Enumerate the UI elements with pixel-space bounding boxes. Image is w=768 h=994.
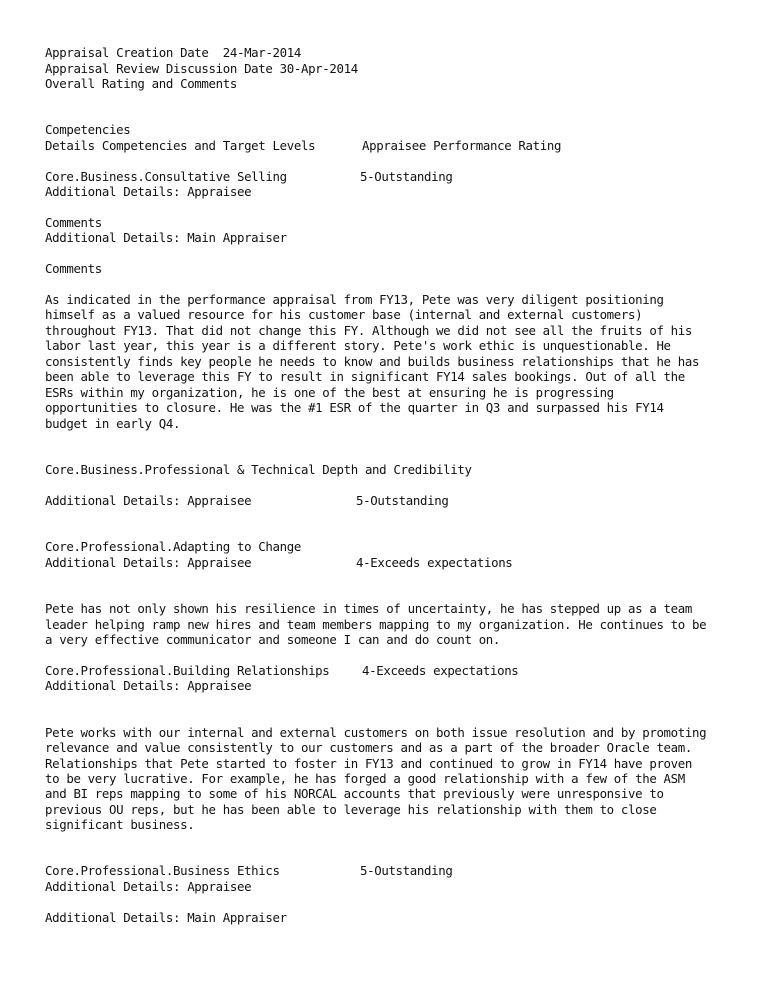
paragraph-line: and BI reps mapping to some of his NORCAL accounts that previously were unresponsive to	[45, 786, 664, 801]
paragraph-line: As indicated in the performance appraisal from FY13, Pete was very diligent positioning	[45, 292, 664, 307]
rating-professional-depth: 5-Outstanding	[356, 493, 449, 508]
paragraph-line: throughout FY13. That did not change this FY. Although we did not see all the fruits of his	[45, 323, 692, 338]
details-main-appraiser: Additional Details: Main Appraiser	[45, 230, 287, 245]
column-header-details: Details Competencies and Target Levels	[45, 138, 316, 153]
paragraph-line: Relationships that Pete started to foster in FY13 and continued to grow in FY14 have proven	[45, 756, 692, 771]
paragraph-line: a very effective communicator and someone I can and do count on.	[45, 632, 501, 647]
rating-adapting-to-change: 4-Exceeds expectations	[356, 555, 513, 570]
paragraph-line: himself as a valued resource for his customer base (internal and external customers)	[45, 307, 643, 322]
rating-business-ethics: 5-Outstanding	[360, 863, 453, 878]
appraisal-review-date: Appraisal Review Discussion Date 30-Apr-2014	[45, 61, 358, 76]
comments-label: Comments	[45, 261, 102, 276]
comments-label: Comments	[45, 215, 102, 230]
rating-building-relationships: 4-Exceeds expectations	[362, 663, 519, 678]
paragraph-line: ESRs within my organization, he is one of the best at ensuring he is progressing	[45, 385, 614, 400]
competency-professional-depth: Core.Business.Professional & Technical Depth and Credibility	[45, 462, 472, 477]
details-appraisee: Additional Details: Appraisee	[45, 879, 252, 894]
paragraph-line: previous OU reps, but he has been able to leverage his relationship with them to close	[45, 802, 657, 817]
paragraph-line: significant business.	[45, 817, 195, 832]
competency-building-relationships: Core.Professional.Building Relationships	[45, 663, 330, 678]
competency-business-ethics: Core.Professional.Business Ethics	[45, 863, 280, 878]
paragraph-line: budget in early Q4.	[45, 416, 181, 431]
rating-consultative-selling: 5-Outstanding	[360, 169, 453, 184]
details-main-appraiser: Additional Details: Main Appraiser	[45, 910, 287, 925]
paragraph-line: opportunities to closure. He was the #1 ESR of the quarter in Q3 and surpassed his FY14	[45, 400, 664, 415]
details-appraisee: Additional Details: Appraisee	[45, 678, 252, 693]
details-appraisee: Additional Details: Appraisee	[45, 184, 252, 199]
paragraph-line: consistently finds key people he needs to know and builds business relationships that he has	[45, 354, 700, 369]
paragraph-line: relevance and value consistently to our customers and as a part of the broader Oracle team.	[45, 740, 692, 755]
paragraph-line: Pete works with our internal and external customers on both issue resolution and by promoting	[45, 725, 707, 740]
paragraph-line: leader helping ramp new hires and team members mapping to my organization. He continues to be	[45, 617, 707, 632]
paragraph-line: labor last year, this year is a different story. Pete's work ethic is unquestionable. He	[45, 338, 671, 353]
competencies-title: Competencies	[45, 122, 131, 137]
appraisal-creation-date: Appraisal Creation Date 24-Mar-2014	[45, 45, 301, 60]
details-appraisee: Additional Details: Appraisee	[45, 555, 252, 570]
paragraph-line: to be very lucrative. For example, he has forged a good relationship with a few of the ASM	[45, 771, 685, 786]
details-appraisee: Additional Details: Appraisee	[45, 493, 252, 508]
column-header-rating: Appraisee Performance Rating	[362, 138, 562, 153]
paragraph-line: been able to leverage this FY to result in significant FY14 sales bookings. Out of all the	[45, 369, 685, 384]
competency-adapting-to-change: Core.Professional.Adapting to Change	[45, 539, 301, 554]
overall-rating-heading: Overall Rating and Comments	[45, 76, 237, 91]
competency-consultative-selling: Core.Business.Consultative Selling	[45, 169, 287, 184]
paragraph-line: Pete has not only shown his resilience in times of uncertainty, he has stepped up as a team	[45, 601, 692, 616]
